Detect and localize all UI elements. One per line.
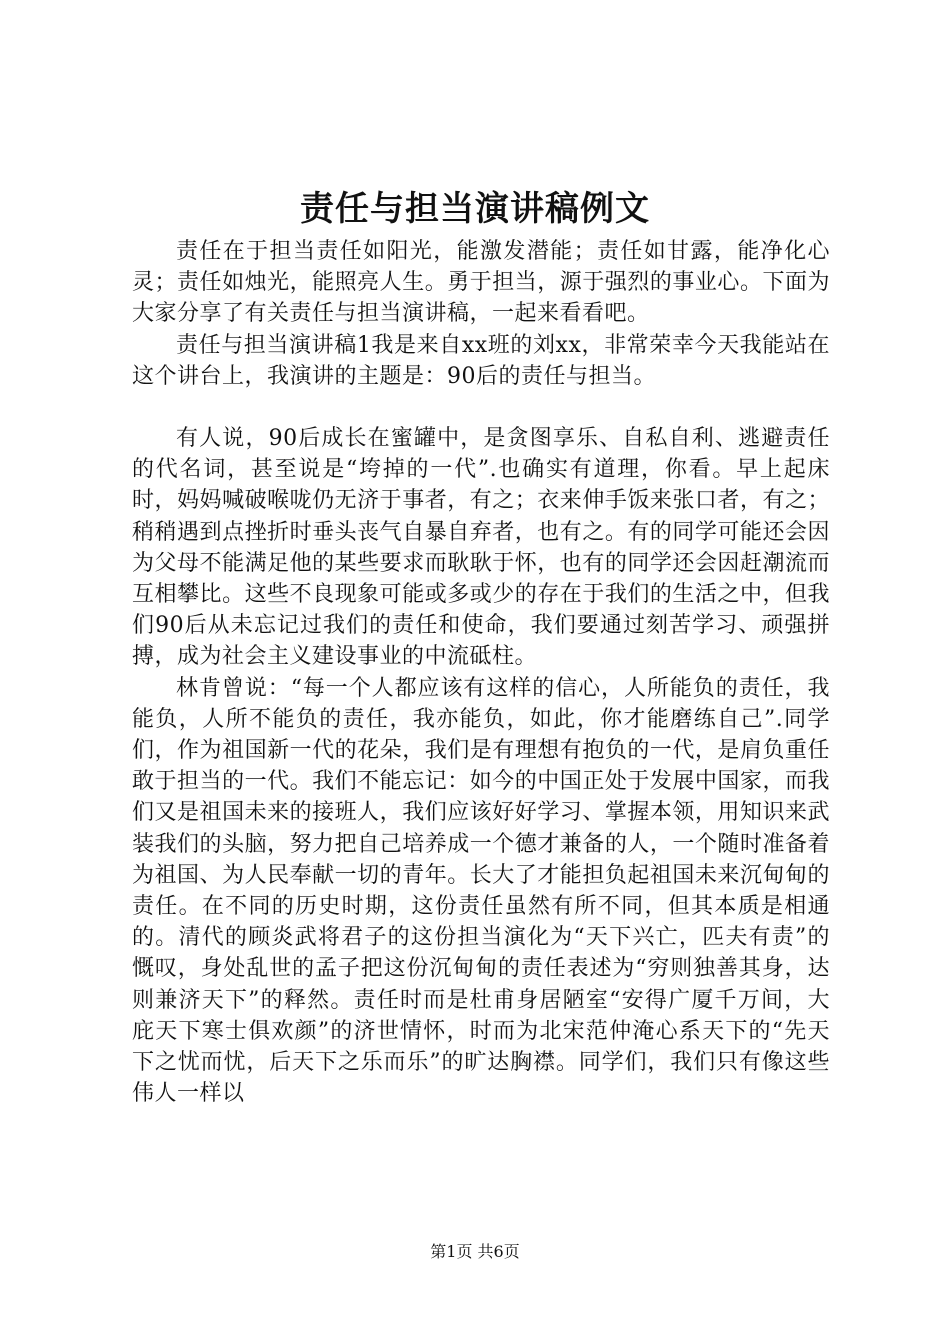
page-number-footer: 第1页 共6页 — [430, 1242, 520, 1261]
paragraph-speech-opening: 责任与担当演讲稿1我是来自xx班的刘xx，非常荣幸今天我能站在这个讲台上，我演讲的主题是：90后的责任与担当。 — [132, 332, 830, 389]
paragraph-intro: 责任在于担当责任如阳光，能激发潜能；责任如甘露，能净化心灵；责任如烛光，能照亮人生。勇于担当，源于强烈的事业心。下面为大家分享了有关责任与担当演讲稿，一起来看看吧。 — [132, 239, 830, 327]
paragraph-post90s: 有人说，90后成长在蜜罐中，是贪图享乐、自私自利、逃避责任的代名词，甚至说是“垮掉的一代”.也确实有道理，你看。早上起床时，妈妈喊破喉咙仍无济于事者，有之；衣来伸手饭来张口者，有之；稍稍遇到点挫折时垂头丧气自暴自弃者，也有之。有的同学可能还会因为父母不能满足他的某些要求而耿耿于怀，也有的同学还会因赶潮流而互相攀比。这些不良现象可能或多或少的存在于我们的生活之中，但我们90后从未忘记过我们的责任和使命，我们要通过刻苦学习、顽强拼搏，成为社会主义建设事业的中流砥柱。 — [132, 426, 830, 670]
paragraph-spacer — [132, 392, 830, 423]
document-title: 责任与担当演讲稿例文 — [300, 189, 650, 229]
document-body — [132, 236, 830, 1109]
paragraph-lincoln-quote: 林肯曾说：“每一个人都应该有这样的信心，人所能负的责任，我能负，人所不能负的责任，我亦能负，如此，你才能磨练自己”.同学们，作为祖国新一代的花朵，我们是有理想有抱负的一代，是肩负重任敢于担当的一代。我们不能忘记：如今的中国正处于发展中国家，而我们又是祖国未来的接班人，我们应该好好学习、掌握本领，用知识来武装我们的头脑，努力把自己培养成一个德才兼备的人，一个随时准备着为祖国、为人民奉献一切的青年。长大了才能担负起祖国未来沉甸甸的责任。在不同的历史时期，这份责任虽然有所不同，但其本质是相通的。清代的顾炎武将君子的这份担当演化为“天下兴亡，匹夫有责”的慨叹，身处乱世的孟子把这份沉甸甸的责任表述为“穷则独善其身，达则兼济天下”的释然。责任时而是杜甫身居陋室“安得广厦千万间，大庇天下寒士俱欢颜”的济世情怀，时而为北宋范仲淹心系天下的“先天下之忧而忧，后天下之乐而乐”的旷达胸襟。同学们，我们只有像这些伟人一样以 — [132, 675, 830, 1107]
